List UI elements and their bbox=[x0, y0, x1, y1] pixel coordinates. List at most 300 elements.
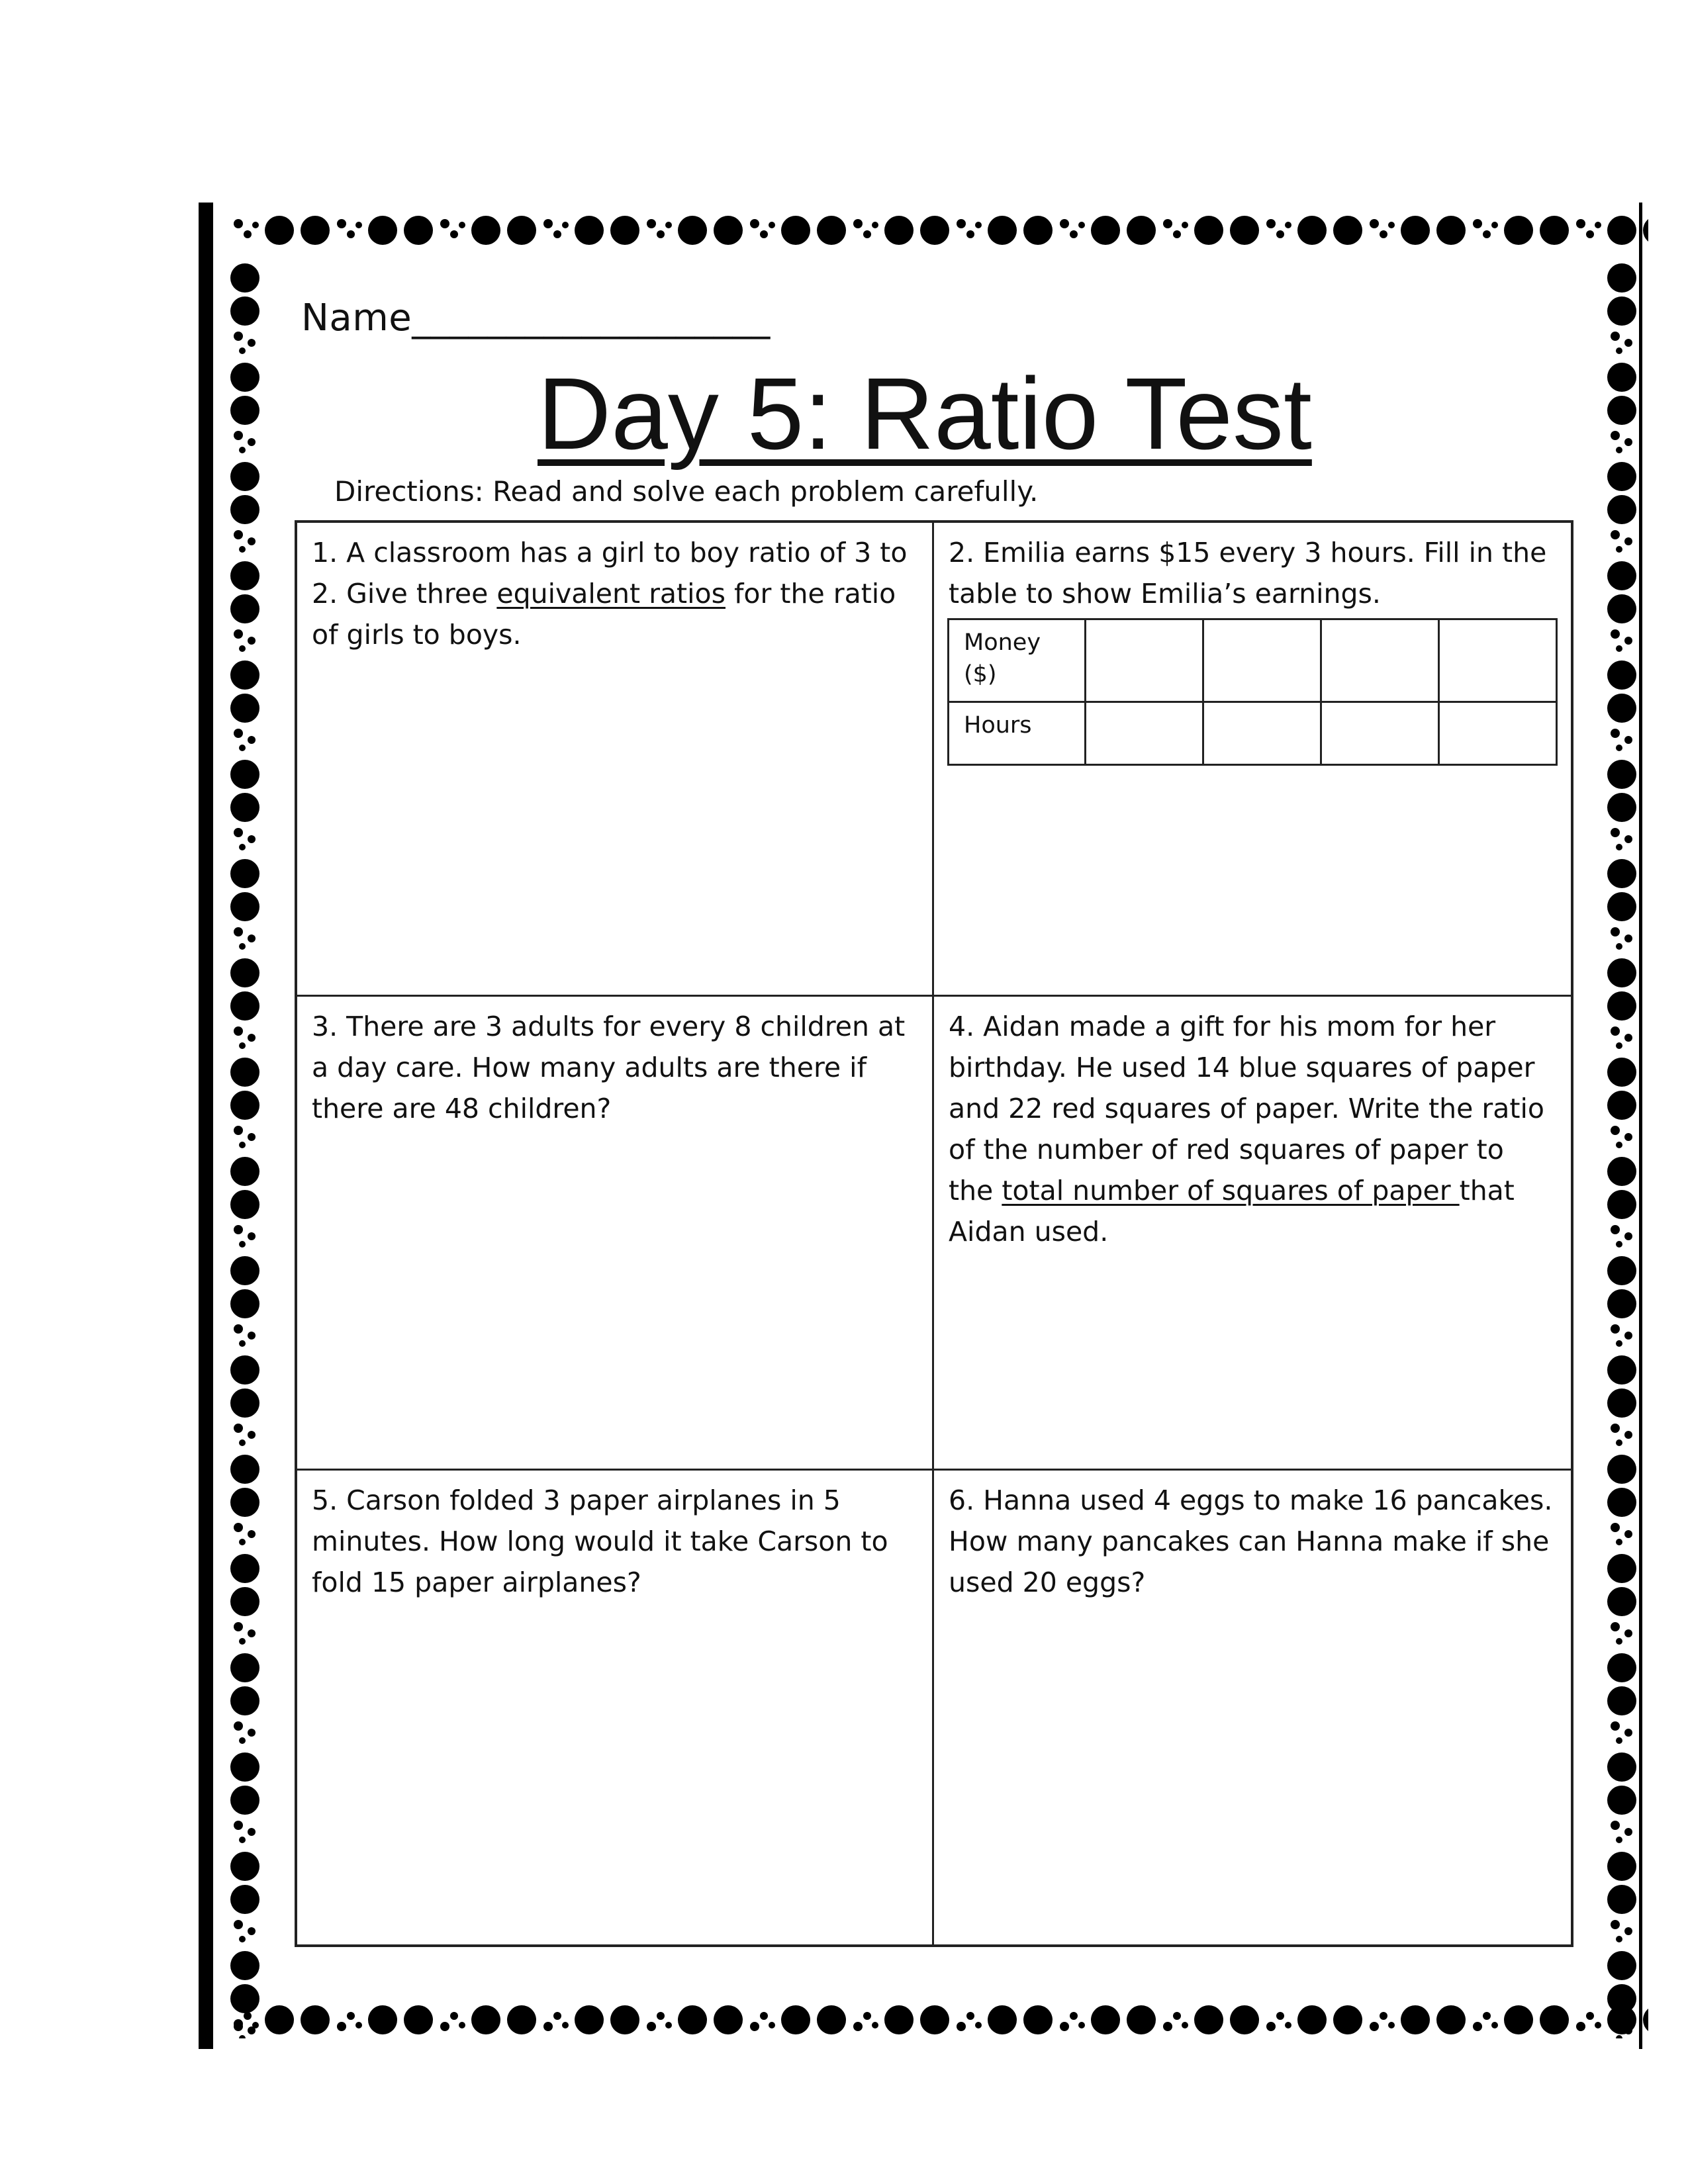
border-dot bbox=[252, 222, 259, 228]
border-dot bbox=[957, 2022, 966, 2031]
border-dot bbox=[355, 2022, 362, 2028]
border-dot bbox=[230, 958, 259, 987]
border-dot bbox=[1173, 2012, 1181, 2020]
border-dot bbox=[1607, 594, 1636, 623]
border-dot bbox=[781, 216, 810, 245]
row-label-money: Money ($) bbox=[949, 619, 1086, 702]
border-dot bbox=[1607, 991, 1636, 1021]
border-dot bbox=[1607, 1355, 1636, 1385]
problem-text bbox=[312, 532, 917, 655]
border-dot bbox=[1576, 2022, 1585, 2031]
border-dot bbox=[1611, 2019, 1620, 2028]
border-dot bbox=[1624, 1629, 1632, 1637]
problem-cell-5[interactable] bbox=[297, 1471, 934, 1944]
border-dot bbox=[1611, 1026, 1620, 1036]
border-dot bbox=[884, 216, 914, 245]
border-dot bbox=[760, 230, 768, 238]
border-dot bbox=[1643, 2005, 1648, 2034]
border-dot bbox=[234, 431, 243, 440]
border-dot bbox=[230, 1289, 259, 1318]
border-dot bbox=[1576, 219, 1585, 228]
border-dot bbox=[1473, 219, 1482, 228]
name-field[interactable]: Name___________________ bbox=[301, 296, 771, 340]
border-dot bbox=[239, 1936, 246, 1942]
border-dot bbox=[1616, 546, 1622, 553]
border-dot bbox=[562, 222, 569, 228]
border-dot bbox=[234, 1721, 243, 1731]
problem-text bbox=[949, 1480, 1556, 1603]
border-dot bbox=[440, 2022, 449, 2031]
border-dot bbox=[988, 216, 1017, 245]
border-dot bbox=[239, 1340, 246, 1347]
row-label-hours: Hours bbox=[949, 702, 1086, 765]
border-dot bbox=[230, 660, 259, 690]
border-dot bbox=[368, 216, 397, 245]
border-dot bbox=[657, 230, 665, 238]
border-dot bbox=[230, 694, 259, 723]
border-dot bbox=[234, 1920, 243, 1929]
border-dot bbox=[1607, 1190, 1636, 1219]
problem-text-segment: 1. A classroom has a girl to boy ratio of 3 to 2. Give three bbox=[312, 537, 908, 610]
border-dot bbox=[1023, 216, 1053, 245]
border-dot bbox=[1023, 2005, 1053, 2034]
border-dot bbox=[1607, 1752, 1636, 1782]
border-dot bbox=[1607, 1256, 1636, 1285]
border-dot bbox=[1607, 1289, 1636, 1318]
border-dot bbox=[1483, 2012, 1491, 2020]
border-dot bbox=[1611, 530, 1620, 539]
border-dot bbox=[1611, 431, 1620, 440]
border-dot bbox=[1607, 1786, 1636, 1815]
border-dot bbox=[1624, 339, 1632, 347]
border-dot bbox=[1401, 216, 1430, 245]
border-dot bbox=[404, 2005, 433, 2034]
border-dot bbox=[1473, 2022, 1482, 2031]
border-dot bbox=[872, 222, 878, 228]
border-dot bbox=[248, 537, 256, 545]
border-dot bbox=[337, 219, 346, 228]
border-dot bbox=[507, 2005, 536, 2034]
border-dot bbox=[1616, 1241, 1622, 1248]
border-dot bbox=[1624, 1232, 1632, 1240]
border-dot bbox=[234, 629, 243, 639]
border-dot bbox=[1607, 760, 1636, 789]
border-dot bbox=[1616, 1837, 1622, 1843]
border-dot bbox=[1504, 2005, 1533, 2034]
border-dot bbox=[1607, 462, 1636, 491]
border-dot bbox=[1607, 958, 1636, 987]
border-dot bbox=[1607, 1587, 1636, 1616]
border-dot bbox=[1607, 1157, 1636, 1186]
problem-text-segment: that Aidan used. bbox=[949, 1175, 1515, 1248]
border-dot bbox=[1611, 1821, 1620, 1830]
border-dot bbox=[230, 760, 259, 789]
problem-cell-3[interactable] bbox=[297, 997, 934, 1471]
border-dot bbox=[988, 2005, 1017, 2034]
page-left-edge-bar bbox=[199, 203, 213, 2049]
border-dot bbox=[1616, 2035, 1622, 2038]
border-dot bbox=[1607, 1554, 1636, 1583]
border-dot bbox=[1607, 1653, 1636, 1682]
border-dot bbox=[553, 2012, 561, 2020]
blank-cell[interactable] bbox=[1321, 702, 1439, 765]
border-dot bbox=[230, 1157, 259, 1186]
border-dot bbox=[817, 2005, 846, 2034]
border-dot bbox=[239, 447, 246, 453]
border-dot bbox=[1163, 219, 1172, 228]
border-dot bbox=[1070, 2012, 1078, 2020]
border-dot bbox=[230, 1388, 259, 1418]
border-dot bbox=[966, 2012, 974, 2020]
border-dot bbox=[1616, 645, 1622, 652]
border-dot bbox=[1616, 1142, 1622, 1148]
border-dot bbox=[665, 222, 672, 228]
border-dot bbox=[1491, 222, 1498, 228]
border-dot bbox=[920, 2005, 949, 2034]
border-dot bbox=[239, 546, 246, 553]
border-dot bbox=[1607, 1058, 1636, 1087]
border-dot bbox=[966, 230, 974, 238]
border-dot bbox=[1611, 729, 1620, 738]
border-dot bbox=[230, 892, 259, 921]
problem-grid bbox=[295, 520, 1573, 1947]
border-dot bbox=[1616, 1539, 1622, 1545]
border-dot bbox=[230, 859, 259, 888]
problem-text-segment: 4. Aidan made a gift for his mom for her birthday. He used 14 blue squares of paper and 22 red squares of paper. Write the ratio of the number of red squares of paper to the bbox=[949, 1011, 1544, 1206]
problem-text bbox=[312, 1006, 917, 1129]
blank-cell[interactable] bbox=[1439, 619, 1557, 702]
border-dot bbox=[404, 216, 433, 245]
border-dot bbox=[230, 296, 259, 326]
border-dot bbox=[1607, 892, 1636, 921]
border-dot bbox=[301, 216, 330, 245]
border-dot bbox=[239, 1142, 246, 1148]
border-dot bbox=[1607, 495, 1636, 524]
problem-cell-6[interactable] bbox=[934, 1471, 1571, 1944]
border-dot bbox=[1607, 1388, 1636, 1418]
border-dot bbox=[1624, 1431, 1632, 1439]
border-dot bbox=[355, 222, 362, 228]
border-dot bbox=[230, 1885, 259, 1914]
border-dot bbox=[230, 793, 259, 822]
blank-cell[interactable] bbox=[1321, 619, 1439, 702]
border-dot bbox=[1611, 332, 1620, 341]
border-dot bbox=[1163, 2022, 1172, 2031]
border-dot bbox=[1297, 2005, 1327, 2034]
problem-text-segment: 5. Carson folded 3 paper airplanes in 5 minutes. How long would it take Carson to fold 15 paper airplanes? bbox=[312, 1484, 888, 1598]
border-dot bbox=[1595, 222, 1601, 228]
border-dot bbox=[230, 263, 259, 293]
problem-text bbox=[312, 1480, 917, 1603]
problem-text-segment: for the ratio of girls to boys. bbox=[312, 578, 896, 651]
border-dot bbox=[1624, 835, 1632, 843]
border-dot bbox=[750, 2022, 759, 2031]
blank-cell[interactable] bbox=[1439, 702, 1557, 765]
border-dot bbox=[1607, 660, 1636, 690]
border-dot bbox=[1611, 629, 1620, 639]
border-dot bbox=[1616, 943, 1622, 950]
border-dot bbox=[239, 844, 246, 850]
blank-cell[interactable] bbox=[1086, 702, 1203, 765]
border-dot bbox=[1616, 1638, 1622, 1645]
border-dot bbox=[1611, 1523, 1620, 1532]
border-dot bbox=[1586, 2012, 1594, 2020]
border-dot bbox=[234, 2019, 243, 2028]
border-dot bbox=[234, 1821, 243, 1830]
border-dot bbox=[853, 219, 863, 228]
border-dot bbox=[248, 736, 256, 744]
border-dot bbox=[248, 1729, 256, 1737]
border-dot bbox=[1285, 2022, 1291, 2028]
border-dot bbox=[1070, 230, 1078, 238]
border-dot bbox=[665, 2022, 672, 2028]
border-dot bbox=[1616, 1042, 1622, 1049]
border-dot bbox=[230, 1488, 259, 1517]
earnings-table bbox=[947, 618, 1558, 766]
border-dot bbox=[471, 216, 500, 245]
border-dot bbox=[230, 1752, 259, 1782]
border-dot bbox=[301, 2005, 330, 2034]
border-dot bbox=[1624, 1332, 1632, 1340]
border-dot bbox=[230, 1091, 259, 1120]
border-dot bbox=[781, 2005, 810, 2034]
border-dot bbox=[337, 2022, 346, 2031]
border-dot bbox=[230, 1256, 259, 1285]
blank-cell[interactable] bbox=[1086, 619, 1203, 702]
border-dot bbox=[1611, 1126, 1620, 1135]
border-dot bbox=[1624, 1530, 1632, 1538]
border-dot bbox=[1230, 2005, 1259, 2034]
border-dot bbox=[239, 745, 246, 751]
problem-text-segment: 3. There are 3 adults for every 8 children at a day care. How many adults are there if there are 48 children? bbox=[312, 1011, 906, 1124]
border-dot bbox=[1380, 2012, 1387, 2020]
blank-cell[interactable] bbox=[1203, 619, 1321, 702]
border-dot bbox=[1607, 363, 1636, 392]
border-dot bbox=[1643, 216, 1648, 245]
border-dot bbox=[1380, 230, 1387, 238]
border-dot bbox=[230, 1984, 259, 2013]
border-dot bbox=[1333, 216, 1362, 245]
border-dot bbox=[543, 2022, 553, 2031]
border-dot bbox=[975, 2022, 982, 2028]
border-dot bbox=[239, 645, 246, 652]
border-dot bbox=[769, 2022, 775, 2028]
border-dot bbox=[1285, 222, 1291, 228]
border-dot bbox=[234, 1523, 243, 1532]
border-dot bbox=[1266, 2022, 1276, 2031]
border-dot bbox=[450, 2012, 458, 2020]
border-dot bbox=[872, 2022, 878, 2028]
border-dot bbox=[1607, 296, 1636, 326]
border-dot bbox=[1624, 537, 1632, 545]
border-dot bbox=[1616, 1737, 1622, 1744]
border-dot bbox=[760, 2012, 768, 2020]
border-dot bbox=[1607, 1852, 1636, 1881]
border-dot bbox=[1624, 736, 1632, 744]
border-dot bbox=[1616, 745, 1622, 751]
border-dot bbox=[239, 347, 246, 354]
border-dot bbox=[1370, 2022, 1379, 2031]
border-dot bbox=[347, 2012, 355, 2020]
border-dot bbox=[248, 1629, 256, 1637]
border-dot bbox=[1194, 216, 1223, 245]
border-dot bbox=[647, 219, 656, 228]
border-dot bbox=[1607, 396, 1636, 425]
border-dot bbox=[1611, 927, 1620, 936]
border-dot bbox=[1607, 1984, 1636, 2013]
border-dot bbox=[459, 2022, 465, 2028]
border-dot bbox=[575, 2005, 604, 2034]
border-dot bbox=[248, 1431, 256, 1439]
underlined-phrase: equivalent ratios bbox=[496, 578, 726, 610]
border-dot bbox=[1607, 1091, 1636, 1120]
border-dot bbox=[1607, 859, 1636, 888]
border-dot bbox=[234, 530, 243, 539]
underlined-phrase: total number of squares of paper bbox=[1002, 1175, 1460, 1206]
border-dot bbox=[459, 222, 465, 228]
border-dot bbox=[1182, 222, 1188, 228]
border-dot bbox=[1607, 694, 1636, 723]
border-dot bbox=[239, 1539, 246, 1545]
border-dot bbox=[248, 1530, 256, 1538]
border-dot bbox=[1436, 216, 1466, 245]
border-dot bbox=[248, 1232, 256, 1240]
border-dot bbox=[507, 216, 536, 245]
border-dot bbox=[440, 219, 449, 228]
problem-cell-1[interactable] bbox=[297, 523, 934, 997]
border-dot bbox=[1483, 230, 1491, 238]
border-dot bbox=[248, 1332, 256, 1340]
border-dot bbox=[248, 339, 256, 347]
border-dot bbox=[1586, 230, 1594, 238]
border-dot bbox=[230, 1058, 259, 1087]
border-dot bbox=[248, 1828, 256, 1836]
border-dot bbox=[575, 216, 604, 245]
border-dot bbox=[543, 219, 553, 228]
border-dot bbox=[347, 230, 355, 238]
border-dot bbox=[1276, 230, 1284, 238]
border-dot bbox=[248, 835, 256, 843]
border-dot bbox=[1173, 230, 1181, 238]
border-dot bbox=[1230, 216, 1259, 245]
border-dot bbox=[471, 2005, 500, 2034]
border-dot bbox=[234, 1424, 243, 1433]
table-row-money bbox=[949, 619, 1557, 702]
border-dot bbox=[1388, 2022, 1395, 2028]
border-dot bbox=[1607, 263, 1636, 293]
border-dot bbox=[553, 230, 561, 238]
border-dot bbox=[230, 462, 259, 491]
border-dot bbox=[610, 216, 639, 245]
border-dot bbox=[239, 1241, 246, 1248]
blank-cell[interactable] bbox=[1203, 702, 1321, 765]
border-dot bbox=[1611, 1721, 1620, 1731]
border-dot bbox=[1091, 2005, 1120, 2034]
border-dot bbox=[248, 934, 256, 942]
border-dot bbox=[678, 216, 707, 245]
border-dot bbox=[239, 943, 246, 950]
border-dot bbox=[230, 1686, 259, 1715]
border-dot bbox=[1611, 1622, 1620, 1631]
border-dot bbox=[368, 2005, 397, 2034]
border-dot bbox=[714, 2005, 743, 2034]
border-dot bbox=[1616, 844, 1622, 850]
border-dot bbox=[1616, 1340, 1622, 1347]
border-dot bbox=[230, 1355, 259, 1385]
border-dot bbox=[1091, 216, 1120, 245]
border-dot bbox=[1266, 219, 1276, 228]
border-dot bbox=[234, 219, 243, 228]
border-dot bbox=[1297, 216, 1327, 245]
border-dot bbox=[678, 2005, 707, 2034]
page-title: Day 5: Ratio Test bbox=[538, 357, 1312, 471]
border-dot bbox=[230, 1554, 259, 1583]
border-dot bbox=[1388, 222, 1395, 228]
problem-cell-2[interactable] bbox=[934, 523, 1571, 997]
directions-text: Directions: Read and solve each problem carefully. bbox=[334, 475, 1039, 508]
border-dot bbox=[1624, 934, 1632, 942]
border-dot bbox=[248, 1927, 256, 1935]
border-dot bbox=[230, 495, 259, 524]
border-dot bbox=[230, 1190, 259, 1219]
border-dot bbox=[920, 216, 949, 245]
border-dot bbox=[234, 1026, 243, 1036]
border-dot bbox=[239, 1439, 246, 1446]
border-dot bbox=[1607, 793, 1636, 822]
border-dot bbox=[562, 2022, 569, 2028]
border-dot bbox=[1607, 1951, 1636, 1980]
border-dot bbox=[1194, 2005, 1223, 2034]
border-dot bbox=[239, 1837, 246, 1843]
border-dot bbox=[1276, 2012, 1284, 2020]
border-dot bbox=[234, 1324, 243, 1334]
border-dot bbox=[1611, 828, 1620, 837]
border-dot bbox=[1624, 438, 1632, 446]
border-dot bbox=[1540, 216, 1569, 245]
border-dot bbox=[248, 2026, 256, 2034]
border-dot bbox=[265, 2005, 294, 2034]
problem-cell-4[interactable] bbox=[934, 997, 1571, 1471]
border-dot bbox=[244, 230, 252, 238]
border-dot bbox=[1624, 1729, 1632, 1737]
border-dot bbox=[234, 1225, 243, 1234]
border-dot bbox=[1616, 447, 1622, 453]
border-dot bbox=[230, 1455, 259, 1484]
border-dot bbox=[265, 216, 294, 245]
border-dot bbox=[1595, 2022, 1601, 2028]
problem-text bbox=[949, 1006, 1556, 1252]
border-dot bbox=[657, 2012, 665, 2020]
border-dot bbox=[884, 2005, 914, 2034]
problem-text-segment: 6. Hanna used 4 eggs to make 16 pancakes. How many pancakes can Hanna make if she used 20 eggs? bbox=[949, 1484, 1553, 1598]
border-dot bbox=[647, 2022, 656, 2031]
border-dot bbox=[234, 332, 243, 341]
problem-text bbox=[949, 532, 1556, 614]
border-dot bbox=[230, 991, 259, 1021]
border-dot bbox=[234, 729, 243, 738]
problem-text-segment: 2. Emilia earns $15 every 3 hours. Fill in the table to show Emilia’s earnings. bbox=[949, 537, 1547, 610]
border-dot bbox=[248, 637, 256, 645]
border-dot bbox=[1333, 2005, 1362, 2034]
border-dot bbox=[230, 561, 259, 590]
border-dot bbox=[1078, 222, 1085, 228]
border-dot bbox=[239, 1638, 246, 1645]
border-dot bbox=[230, 1653, 259, 1682]
border-dot bbox=[1624, 1133, 1632, 1141]
border-dot bbox=[714, 216, 743, 245]
border-dot bbox=[230, 594, 259, 623]
border-dot bbox=[248, 1133, 256, 1141]
